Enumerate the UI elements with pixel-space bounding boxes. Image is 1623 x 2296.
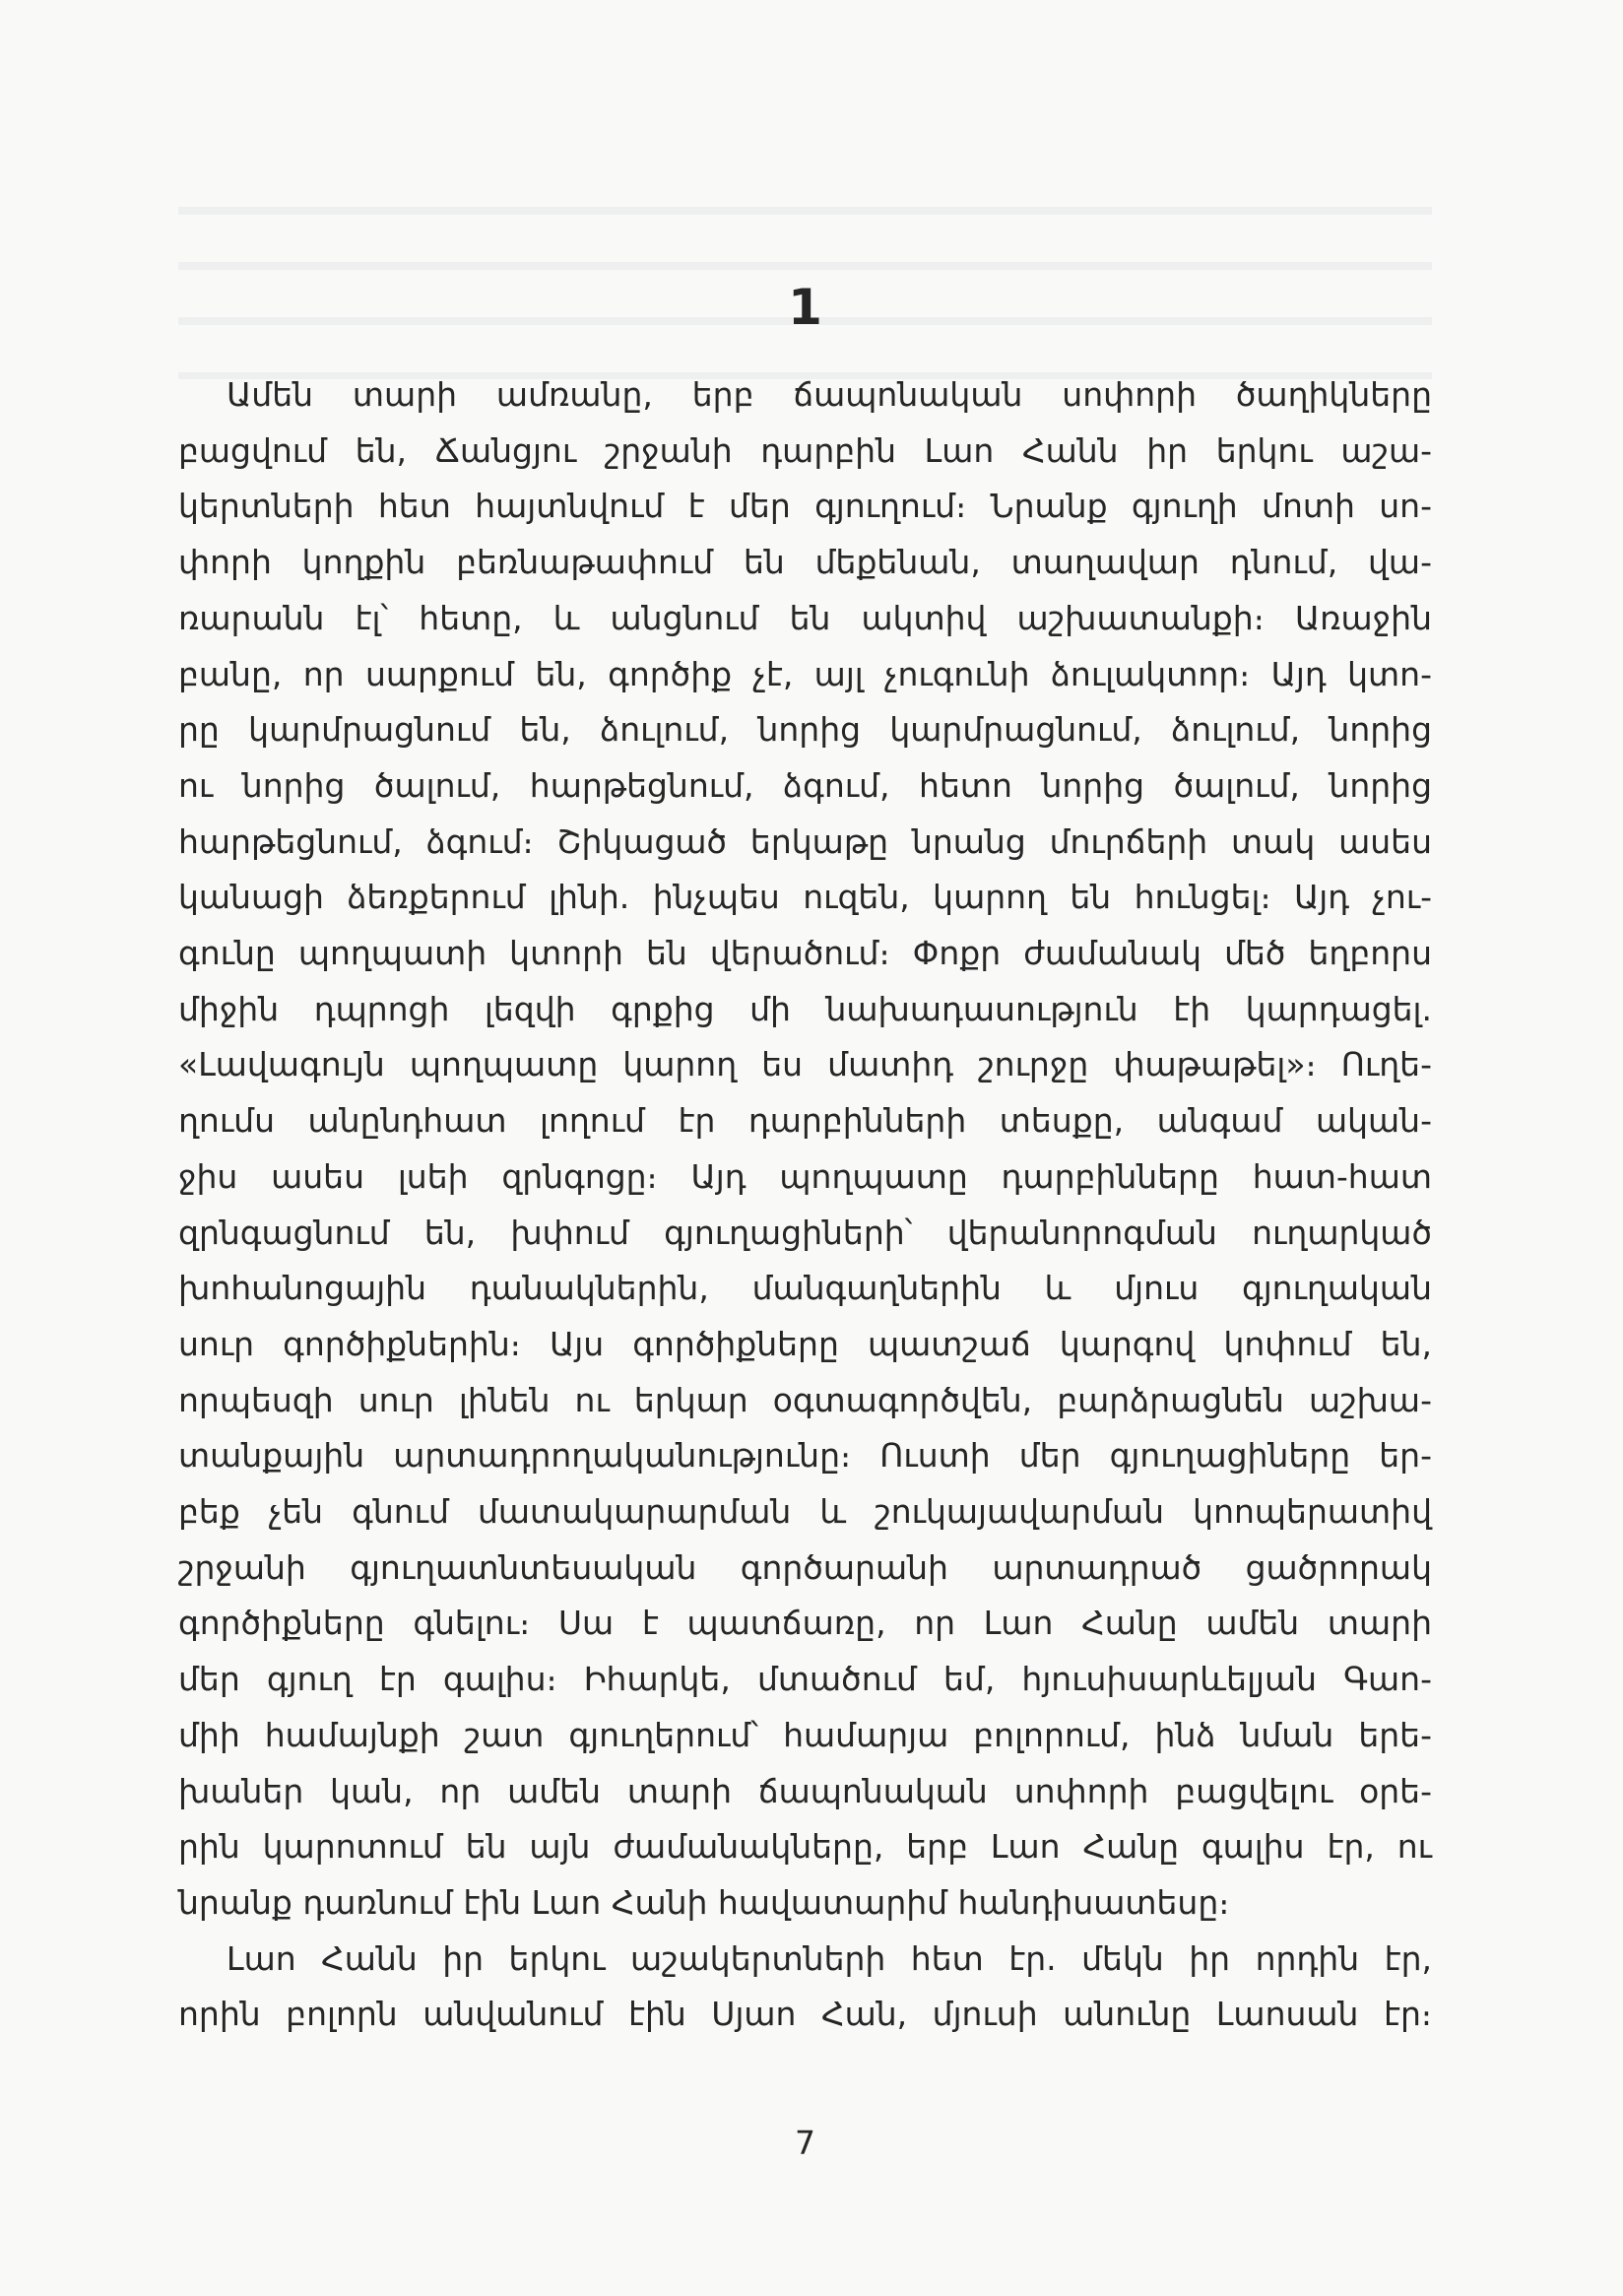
text-line: կանացի ձեռքերում լինի. ինչպես ուզեն, կարող են հունցել։ Այդ չու-	[178, 878, 1432, 917]
text-line: բացվում են, Ճանցյու շրջանի դարբին Լաո Հանն իր երկու աշա-	[178, 430, 1432, 470]
text-line: րին կարոտում են այն ժամանակները, երբ Լաո Հանը գալիս էր, ու	[178, 1827, 1432, 1867]
text-line: ռարանն էլ՝ հետը, և անցնում են ակտիվ աշխատանքի։ Առաջին	[178, 598, 1432, 637]
text-line: մեր գյուղ էր գալիս։ Իհարկե, մտածում եմ, հյուսիսարևելյան Գաո-	[178, 1660, 1432, 1699]
text-line: որպեսզի սուր լինեն ու երկար օգտագործվեն, բարձրացնեն աշխա-	[178, 1380, 1432, 1419]
text-line: միի համայնքի շատ գյուղերում՝ համարյա բոլորում, ինձ նման երե-	[178, 1715, 1432, 1754]
text-line: որին բոլորն անվանում էին Սյաո Հան, մյուսի անունը Լաոսան էր։	[178, 1995, 1432, 2034]
text-line: Լաո Հանն իր երկու աշակերտների հետ էր. մեկն իր որդին էր,	[227, 1938, 1432, 1978]
body-text	[178, 367, 1432, 2043]
text-line: տանքային արտադրողականությունը։ Ուստի մեր գյուղացիները եր-	[178, 1436, 1432, 1476]
text-line: ջիս ասես լսեի զրնգոցը։ Այդ պողպատը դարբինները հատ-հատ	[178, 1156, 1432, 1196]
paragraph-2	[178, 1932, 1432, 2043]
text-line: շրջանի գյուղատնտեսական գործարանի արտադրած ցածրորակ	[178, 1547, 1432, 1587]
text-line: սուր գործիքներին։ Այս գործիքները պատշաճ կարգով կոփում են,	[178, 1324, 1432, 1363]
chapter-number: 1	[788, 279, 822, 336]
text-line: Ամեն տարի ամռանը, երբ ճապոնական սոփորի ծաղիկները	[227, 375, 1432, 414]
text-line: զրնգացնում են, խփում գյուղացիների՝ վերանորոգման ուղարկած	[178, 1213, 1432, 1252]
text-line: խոհանոցային դանակներին, մանգաղներին և մյուս գյուղական	[178, 1269, 1432, 1308]
text-line: բեք չեն գնում մատակարարման և շուկայավարման կոոպերատիվ	[178, 1492, 1432, 1532]
text-line: միջին դպրոցի լեզվի գրքից մի նախադասություն էի կարդացել.	[178, 989, 1432, 1028]
text-line: գործիքները գնելու։ Սա է պատճառը, որ Լաո Հանը ամեն տարի	[178, 1604, 1432, 1643]
page-number: 7	[795, 2124, 815, 2162]
show-through-shadow	[178, 167, 1432, 379]
text-line: փորի կողքին բեռնաթափում են մեքենան, տաղավար դնում, վա-	[178, 543, 1432, 582]
text-line: «Լավագույն պողպատը կարող ես մատիդ շուրջը փաթաթել»։ Ուղե-	[178, 1045, 1432, 1084]
text-line: րը կարմրացնում են, ձուլում, նորից կարմրացնում, ձուլում, նորից	[178, 710, 1432, 750]
text-line: խաներ կան, որ ամեն տարի ճապոնական սոփորի բացվելու օրե-	[178, 1771, 1432, 1810]
text-line: նրանք դառնում էին Լաո Հանի հավատարիմ հանդիսատեսը։	[178, 1882, 1230, 1922]
text-line: ղումս անընդհատ լողում էր դարբինների տեսքը, անգամ ական-	[178, 1101, 1432, 1141]
text-line: հարթեցնում, ձգում։ Շիկացած երկաթը նրանց մուրճերի տակ ասես	[178, 821, 1432, 861]
text-line: բանը, որ սարքում են, գործիք չէ, այլ չուգունի ձուլակտոր։ Այդ կտո-	[178, 654, 1432, 693]
text-line: ու նորից ծալում, հարթեցնում, ձգում, հետո նորից ծալում, նորից	[178, 765, 1432, 805]
text-line: գունը պողպատի կտորի են վերածում։ Փոքր ժամանակ մեծ եղբորս	[178, 934, 1432, 973]
paragraph-1	[178, 367, 1432, 1932]
text-line: կերտների հետ հայտնվում է մեր գյուղում։ Նրանք գյուղի մոտի սո-	[178, 487, 1432, 526]
